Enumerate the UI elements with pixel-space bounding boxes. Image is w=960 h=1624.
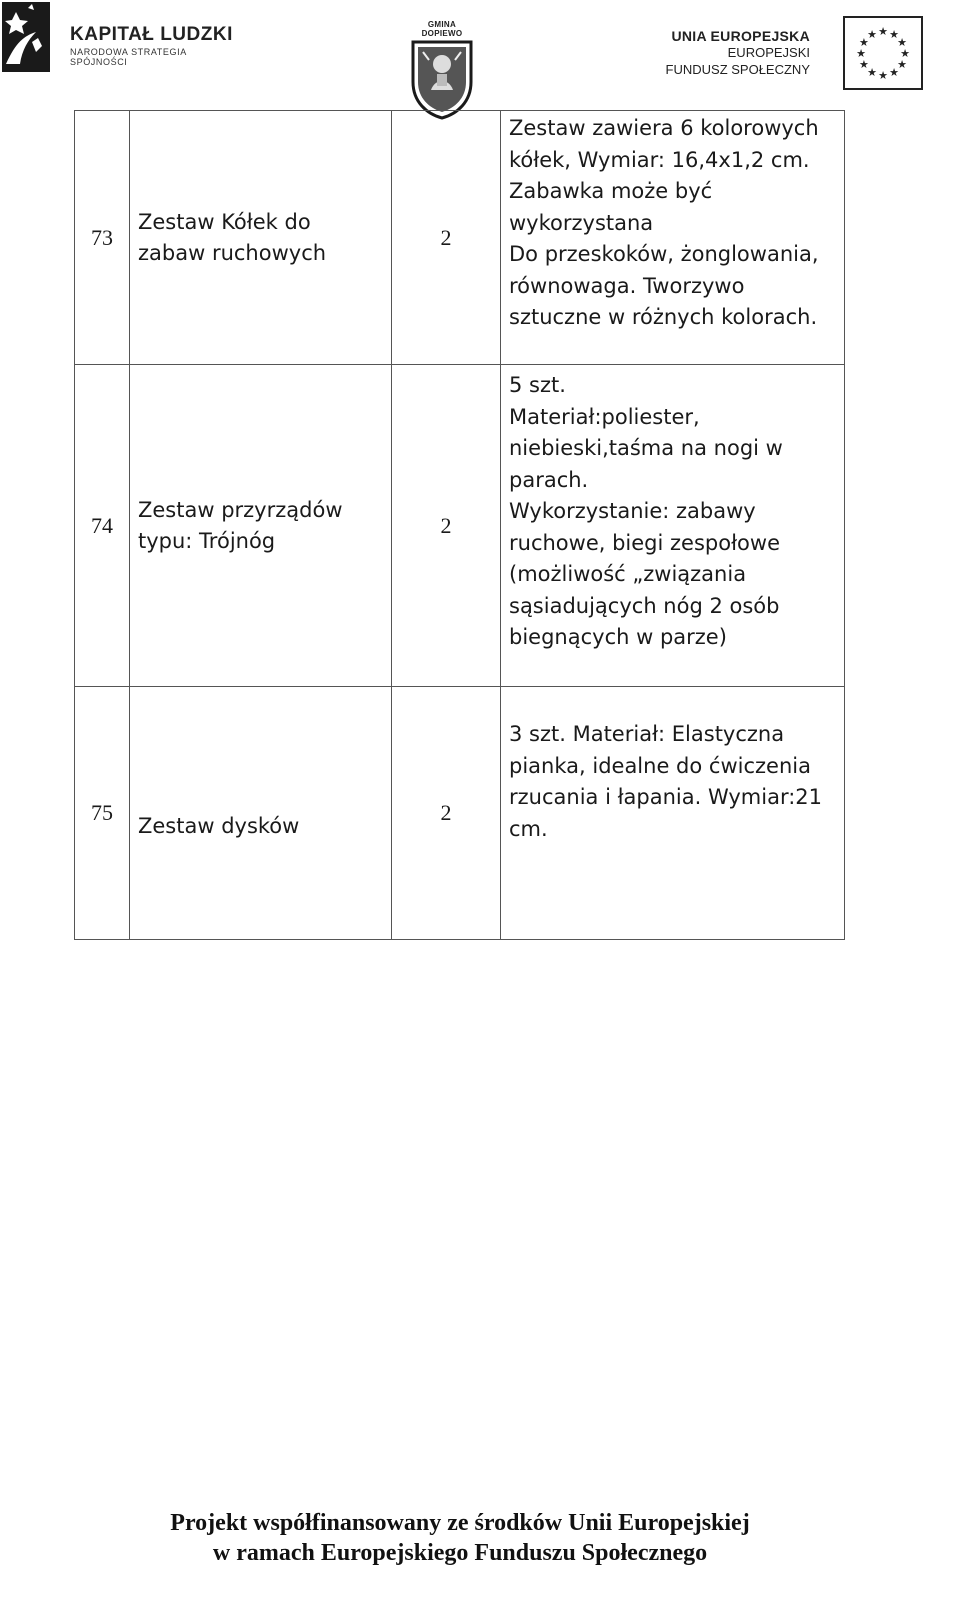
eu-star-icon: ★ [889,27,899,41]
kapital-ludzki-subtitle: NARODOWA STRATEGIA SPÓJNOŚCI [70,47,187,67]
coat-of-arms-icon [409,38,475,120]
kapital-ludzki-emblem-icon [2,2,64,72]
item-description-line: cm. [509,816,548,841]
item-description-line: Do przeskoków, żonglowania, [509,242,819,266]
item-description-line: ruchowe, biegi zespołowe [509,530,780,555]
item-description [501,365,845,687]
item-name-line: zabaw ruchowych [138,240,327,265]
item-description [501,687,845,940]
item-description [501,111,845,365]
kapital-ludzki-title: KAPITAŁ LUDZKI [70,24,233,45]
item-description-line: sztuczne w różnych kolorach. [509,305,818,329]
eu-logo [665,16,960,96]
item-description-line: kółek, Wymiar: 16,4x1,2 cm. [509,147,810,172]
item-description-line: parach. [509,467,589,492]
table-row [75,687,845,940]
item-name [130,687,392,940]
footer-line-2: w ramach Europejskiego Funduszu Społecznego [212,1540,708,1566]
item-description-line: wykorzystana [509,210,654,235]
table-row [75,365,845,687]
item-quantity: 2 [392,111,501,365]
eu-star-icon: ★ [900,47,910,60]
item-description-line: rzucania i łapania. Wymiar:21 [509,785,823,809]
item-description-line: pianka, idealne do ćwiczenia [509,753,811,778]
item-description-line: niebieski,taśma na nogi w [509,436,783,460]
footer [0,1508,920,1568]
table-row [75,111,845,365]
item-description-line: Zestaw zawiera 6 kolorowych [509,116,819,140]
item-name [130,365,392,687]
item-description-line: biegnących w parze) [509,625,727,649]
item-quantity: 2 [392,687,501,940]
eu-star-icon: ★ [859,36,869,49]
item-number: 75 [75,687,130,940]
item-name-line: Zestaw Kółek do [138,209,311,234]
gmina-label: GMINA DOPIEWO [421,20,463,38]
eu-star-icon: ★ [867,27,877,41]
item-name-line: Zestaw dysków [138,813,300,838]
item-description-line: równowaga. Tworzywo [509,273,745,298]
eu-star-icon: ★ [897,36,907,49]
eu-subtitle-2: FUNDUSZ SPOŁECZNY [665,62,810,77]
item-description-line: 3 szt. Materiał: Elastyczna [509,722,785,746]
gmina-logo [407,20,477,112]
item-description-line: 5 szt. [509,373,566,397]
item-description-line: Wykorzystanie: zabawy [509,499,756,523]
eu-star-icon: ★ [867,66,877,80]
eu-star-icon: ★ [878,25,888,38]
eu-star-icon: ★ [859,58,869,71]
item-number: 73 [75,111,130,365]
item-quantity: 2 [392,365,501,687]
item-name-line: Zestaw przyrządów [138,497,343,522]
item-description-line: Zabawka może być [509,179,713,203]
item-description-line: Materiał:poliester, [509,404,700,429]
item-description-line: sąsiadujących nóg 2 osób [509,593,780,618]
item-number: 74 [75,365,130,687]
eu-star-icon: ★ [856,47,866,60]
item-name-line: typu: Trójnóg [138,528,276,553]
eu-subtitle-1: EUROPEJSKI [727,45,810,60]
product-table [74,110,845,940]
eu-star-icon: ★ [897,58,907,71]
item-description-line: (możliwość „związania [509,562,747,586]
item-name [130,111,392,365]
eu-title: UNIA EUROPEJSKA [671,28,810,44]
kapital-ludzki-logo [2,2,242,72]
eu-star-icon: ★ [889,66,899,80]
footer-line-1: Projekt współfinansowany ze środków Unii Europejskiej [170,1510,750,1536]
eu-star-icon: ★ [878,69,888,82]
eu-flag-icon [843,16,923,90]
